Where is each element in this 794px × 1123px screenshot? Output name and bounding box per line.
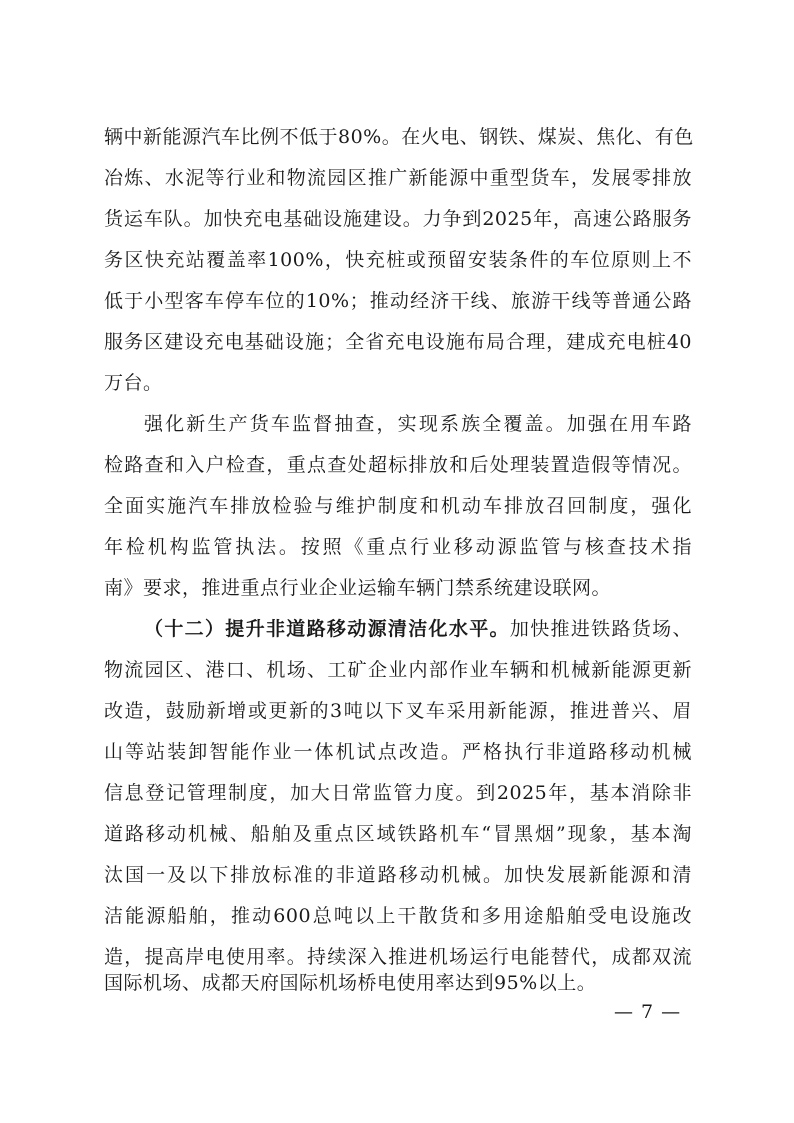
paragraph-1-line-1: 辆中新能源汽车比例不低于80%。在火电、钢铁、煤炭、焦化、有色 — [104, 126, 694, 148]
paragraph-1-line-6: 服务区建设充电基础设施；全省充电设施布局合理，建成充电桩40 — [104, 331, 692, 353]
paragraph-3-line-9: 造，提高岸电使用率。持续深入推进机场运行电能替代，成都双流 — [104, 946, 692, 968]
paragraph-1-line-4: 务区快充站覆盖率100%，快充桩或预留安装条件的车位原则上不 — [104, 249, 692, 271]
section-heading: （十二）提升非道路移动源清洁化水平。 — [144, 618, 510, 640]
paragraph-3-line-1 — [144, 614, 692, 644]
paragraph-1-line-5: 低于小型客车停车位的10%；推动经济干线、旅游干线等普通公路 — [104, 290, 692, 312]
paragraph-1-line-7: 万台。 — [104, 372, 163, 394]
section-heading-rest: 加快推进铁路货场、 — [509, 618, 692, 640]
paragraph-2-line-5: 南》要求，推进重点行业企业运输车辆门禁系统建设联网。 — [104, 577, 612, 599]
paragraph-3-line-3: 改造，鼓励新增或更新的3吨以下叉车采用新能源，推进普兴、眉 — [104, 700, 692, 722]
paragraph-3-line-5: 信息登记管理制度，加大日常监管力度。到2025年，基本消除非 — [104, 782, 692, 804]
paragraph-3-line-10: 国际机场、成都天府国际机场桥电使用率达到95%以上。 — [104, 972, 597, 994]
paragraph-2-line-1: 强化新生产货车监督抽查，实现系族全覆盖。加强在用车路 — [144, 413, 692, 435]
paragraph-3-line-2: 物流园区、港口、机场、工矿企业内部作业车辆和机械新能源更新 — [104, 659, 692, 681]
paragraph-3-line-8: 洁能源船舶，推动600总吨以上干散货和多用途船舶受电设施改 — [104, 905, 692, 927]
paragraph-2-line-4: 年检机构监管执法。按照《重点行业移动源监管与核查技术指 — [104, 536, 692, 558]
paragraph-2-line-3: 全面实施汽车排放检验与维护制度和机动车排放召回制度，强化 — [104, 495, 692, 517]
paragraph-3-line-6: 道路移动机械、船舶及重点区域铁路机车“冒黑烟”现象，基本淘 — [104, 823, 692, 845]
paragraph-2-line-2: 检路查和入户检查，重点查处超标排放和后处理装置造假等情况。 — [104, 454, 692, 476]
paragraph-3-line-4: 山等站装卸智能作业一体机试点改造。严格执行非道路移动机械 — [104, 741, 692, 763]
page-number: — 7 — — [614, 1001, 682, 1023]
paragraph-1-line-3: 货运车队。加快充电基础设施建设。力争到2025年，高速公路服务 — [104, 208, 692, 230]
paragraph-3-line-7: 汰国一及以下排放标准的非道路移动机械。加快发展新能源和清 — [104, 864, 692, 886]
paragraph-1-line-2: 冶炼、水泥等行业和物流园区推广新能源中重型货车，发展零排放 — [104, 167, 692, 189]
